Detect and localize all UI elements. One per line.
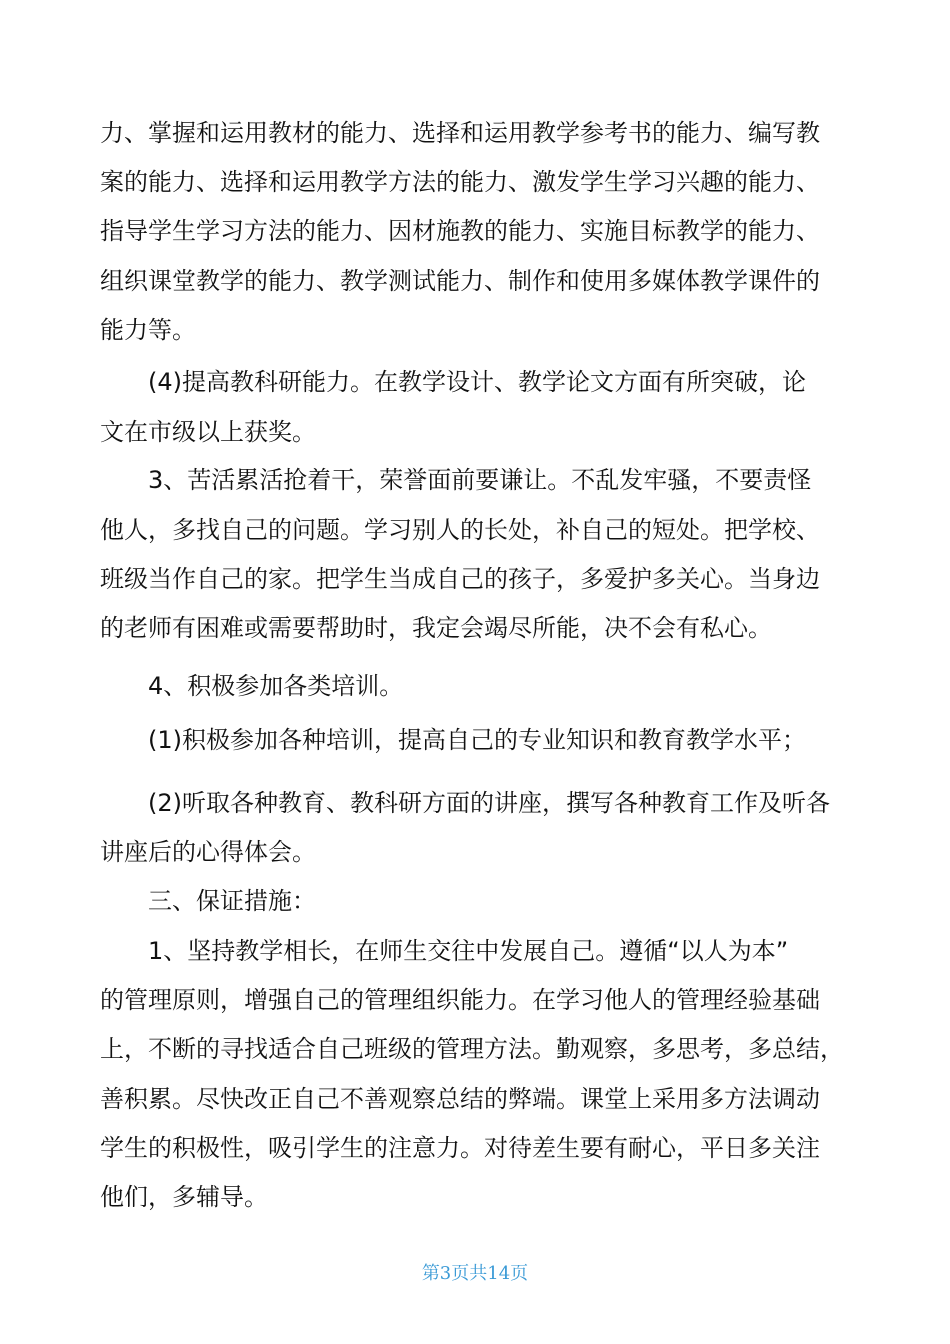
body-text-line: 1、坚持教学相长，在师生交往中发展自己。遵循“以人为本” (148, 937, 789, 965)
body-text-line: (4)提高教科研能力。在教学设计、教学论文方面有所突破，论 (148, 368, 806, 396)
body-text-line: 讲座后的心得体会。 (100, 838, 316, 866)
body-text-line: 案的能力、选择和运用教学方法的能力、激发学生学习兴趣的能力、 (100, 168, 820, 196)
body-text-line: 善积累。尽快改正自己不善观察总结的弊端。课堂上采用多方法调动 (100, 1085, 820, 1113)
body-text-line: 的老师有困难或需要帮助时，我定会竭尽所能，决不会有私心。 (100, 614, 772, 642)
body-text-line: 他人，多找自己的问题。学习别人的长处，补自己的短处。把学校、 (100, 516, 820, 544)
body-text-line: 的管理原则，增强自己的管理组织能力。在学习他人的管理经验基础 (100, 986, 820, 1014)
body-text-line: 能力等。 (100, 316, 196, 344)
body-text-line: (1)积极参加各种培训，提高自己的专业知识和教育教学水平； (148, 726, 806, 754)
body-text-line: 3、苦活累活抢着干，荣誉面前要谦让。不乱发牢骚，不要责怪 (148, 466, 812, 494)
body-text-line: (2)听取各种教育、教科研方面的讲座，撰写各种教育工作及听各 (148, 789, 830, 817)
body-text-line: 4、积极参加各类培训。 (148, 672, 404, 700)
body-text-line: 他们，多辅导。 (100, 1183, 268, 1211)
body-text-line: 力、掌握和运用教材的能力、选择和运用教学参考书的能力、编写教 (100, 119, 820, 147)
body-text-line: 文在市级以上获奖。 (100, 418, 316, 446)
section-heading: 三、保证措施： (148, 887, 316, 915)
body-text-line: 学生的积极性，吸引学生的注意力。对待差生要有耐心，平日多关注 (100, 1134, 820, 1162)
body-text-line: 组织课堂教学的能力、教学测试能力、制作和使用多媒体教学课件的 (100, 267, 820, 295)
body-text-line: 班级当作自己的家。把学生当成自己的孩子，多爱护多关心。当身边 (100, 565, 820, 593)
body-text-line: 上，不断的寻找适合自己班级的管理方法。勤观察，多思考，多总结， (100, 1035, 844, 1063)
page-number-footer: 第3页共14页 (421, 1263, 529, 1284)
body-text-line: 指导学生学习方法的能力、因材施教的能力、实施目标教学的能力、 (100, 217, 820, 245)
